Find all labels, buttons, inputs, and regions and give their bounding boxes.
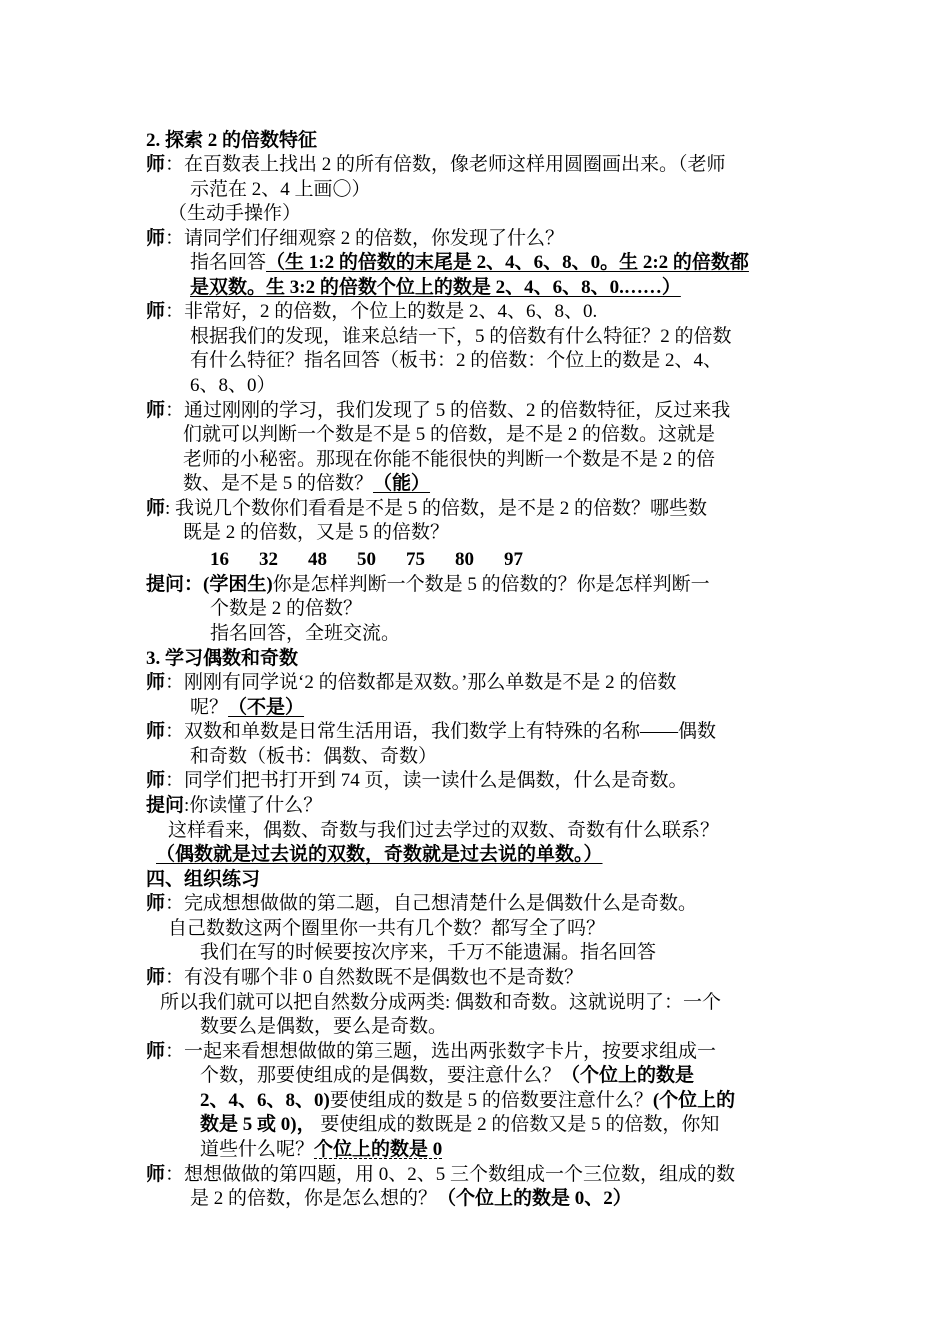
number-item: 16 (210, 549, 229, 570)
teacher-line: 师：在百数表上找出 2 的所有倍数，像老师这样用圆圈画出来。（老师 (146, 154, 726, 175)
number-item: 80 (455, 549, 474, 570)
paragraph-line: 呢？（不是） (190, 697, 305, 718)
paragraph-line: （生动手操作） (168, 203, 302, 224)
question-line: 提问:你读懂了什么？ (146, 795, 323, 816)
paragraph-line: 老师的小秘密。那现在你能不能很快的判断一个数是不是 2 的倍 (183, 449, 716, 470)
paragraph-line: 有什么特征？指名回答（板书：2 的倍数：个位上的数是 2、4、 (190, 350, 723, 371)
answer-line: （偶数就是过去说的双数，奇数就是过去说的单数。） (156, 844, 603, 865)
number-item: 75 (406, 549, 425, 570)
answer-line: 指名回答（生 1:2 的倍数的末尾是 2、4、6、8、0。生 2:2 的倍数都 (190, 252, 749, 273)
teacher-line: 师：同学们把书打开到 74 页，读一读什么是偶数，什么是奇数。 (146, 770, 688, 791)
paragraph-line: 数是 5 或 0)， 要使组成的数既是 2 的倍数又是 5 的倍数，你知 (200, 1114, 720, 1135)
number-item: 50 (357, 549, 376, 570)
paragraph-line: 这样看来，偶数、奇数与我们过去学过的双数、奇数有什么联系？ (168, 820, 720, 841)
paragraph-line: 是 2 的倍数，你是怎么想的？（个位上的数是 0、2） (190, 1188, 632, 1209)
teacher-line: 师：有没有哪个非 0 自然数既不是偶数也不是奇数？ (146, 967, 584, 988)
paragraph-line: 和奇数（板书：偶数、奇数） (190, 746, 438, 767)
section-heading-4: 四、组织练习 (146, 869, 261, 890)
number-list (210, 547, 553, 572)
paragraph-line: 自己数数这两个圈里你一共有几个数？都写全了吗？ (168, 918, 606, 939)
paragraph-line: 指名回答，全班交流。 (210, 623, 401, 644)
paragraph-line: 既是 2 的倍数，又是 5 的倍数？ (183, 522, 450, 543)
teacher-line: 师：想想做做的第四题，用 0、2、5 三个数组成一个三位数，组成的数 (146, 1164, 736, 1185)
section-heading-3: 3. 学习偶数和奇数 (146, 648, 299, 669)
teacher-line: 师：双数和单数是日常生活用语，我们数学上有特殊的名称——偶数 (146, 721, 717, 742)
teacher-line: 师：请同学们仔细观察 2 的倍数，你发现了什么？ (146, 228, 565, 249)
teacher-line: 师：一起来看想想做做的第三题，选出两张数字卡片，按要求组成一 (146, 1041, 717, 1062)
number-item: 97 (504, 549, 523, 570)
answer-line: 是双数。生 3:2 的倍数个位上的数是 2、4、6、8、0.……） (190, 277, 681, 298)
paragraph-line: 根据我们的发现，谁来总结一下，5 的倍数有什么特征？2 的倍数 (190, 326, 732, 347)
teacher-line: 师: 我说几个数你们看看是不是 5 的倍数，是不是 2 的倍数？哪些数 (146, 498, 708, 519)
paragraph-line: 示范在 2、4 上画〇） (190, 179, 371, 200)
paragraph-line: 2、4、6、8、0)要使组成的数是 5 的倍数要注意什么？(个位上的 (200, 1090, 736, 1111)
paragraph-line: 6、8、0） (190, 375, 276, 396)
paragraph-line: 们就可以判断一个数是不是 5 的倍数，是不是 2 的倍数。这就是 (183, 424, 716, 445)
paragraph-line: 个数，那要使组成的是偶数，要注意什么？（个位上的数是 (200, 1065, 695, 1086)
paragraph-line: 我们在写的时候要按次序来，千万不能遗漏。指名回答 (200, 942, 657, 963)
paragraph-line: 个数是 2 的倍数？ (210, 598, 363, 619)
number-item: 48 (308, 549, 327, 570)
paragraph-line: 所以我们就可以把自然数分成两类: 偶数和奇数。这就说明了：一个 (160, 992, 722, 1013)
teacher-line: 师：刚刚有同学说‘2 的倍数都是双数。’那么单数是不是 2 的倍数 (146, 672, 677, 693)
section-heading-2: 2. 探索 2 的倍数特征 (146, 130, 318, 151)
teacher-line: 师：完成想想做做的第二题，自己想清楚什么是偶数什么是奇数。 (146, 893, 698, 914)
paragraph-line: 数、是不是 5 的倍数？（能） (183, 473, 431, 494)
paragraph-line: 数要么是偶数，要么是奇数。 (200, 1016, 448, 1037)
number-item: 32 (259, 549, 278, 570)
paragraph-line: 道些什么呢？个位上的数是 0 (200, 1139, 443, 1160)
teacher-line: 师：通过刚刚的学习，我们发现了 5 的倍数、2 的倍数特征，反过来我 (146, 400, 731, 421)
teacher-line: 师：非常好，2 的倍数，个位上的数是 2、4、6、8、0. (146, 301, 598, 322)
question-line: 提问：(学困生)你是怎样判断一个数是 5 的倍数的？你是怎样判断一 (146, 574, 710, 595)
